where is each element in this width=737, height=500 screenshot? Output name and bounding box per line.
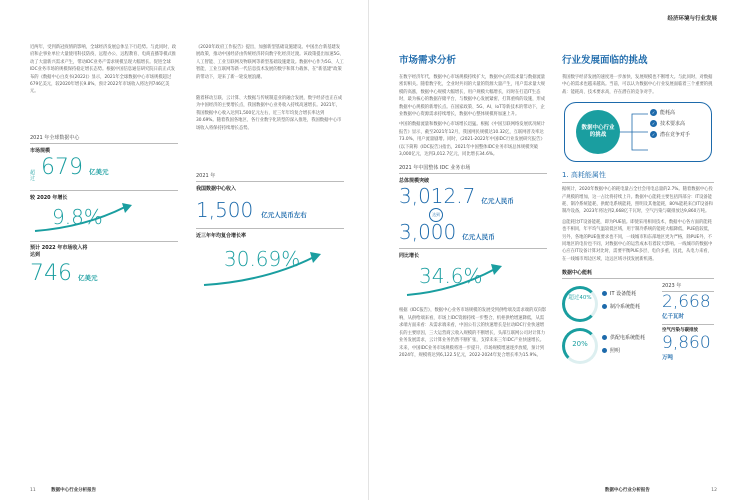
scale-unit: 亿美元 [89, 168, 109, 176]
pue-paragraph: 总能耗比IT设备能耗，即为PUE值。即使采用相同技术，数据中心各方面的能耗也不相同，年平均气温较低区域，用于制冷系统的能耗大幅降低，PUE值较低，另外，各地的PUE值要求也不同，一线城市和东部地区更为严格，除PUE外，不同地区的电价也不同，对数据中心的运营成本有着较大影响。一线城市的数据中心应在IT设备计算对比时，需要平衡PUE多层、电价多重，因此，从电力来看，在一线城市周边区域、边远区域寻找发展新机遇。 [562, 219, 713, 262]
energy-paragraph: 据统计，2020年数据中心的耗电量占全社会用电总量的2.7%。随着数据中心投产规模的增加，这一占比将持续上升。数据中心能耗主要包括四部分：IT设备能耗、制冷系统能耗、供配电系统能耗，照明及其他能耗，80%能耗来自IT设备和制冷设备，2023年将达到2,668亿千瓦时，空气污染与碳排放达9,860万吨。 [562, 187, 713, 215]
stat1-value: 2,668 [662, 292, 711, 313]
bullet-icon [602, 291, 607, 296]
growth-value: 9.8% [52, 205, 103, 229]
market-demand-column [399, 52, 547, 359]
market-paragraph-3: 根据《IDC报告》，数据中心业务市场规模的发展受到供给端及需求端的双向影响，从供给端来看，市场上IDC资源持续一步整合，机柜供给增速降低，从需求端方面来看：从需求端来看，中国公有云的快速增长是拉动IDC行业快速增长的主要原因，三大运营商云收入规模的不断增长，头部互联网公司对计算力业务发展需求，云计算业务仍然不断扩张，支撑未来三年IDC产业快速增长。未来，中国IDC业务市场规模将进一步提升，市场规模增速逐步放缓，预计到2024年，规模将达到6,122.5亿元，2022-2024年复合增长率为15.9%。 [399, 308, 547, 358]
bullet-icon [602, 335, 607, 340]
donut1-item: 制冷系统能耗 [602, 303, 640, 310]
cagr-value: 30.69% [224, 247, 301, 271]
stat-year: 2023 年 [662, 283, 682, 290]
donut2-legend [602, 334, 645, 358]
challenge-item: ✓ 能耗高 [651, 110, 676, 117]
challenge-title: 行业发展面临的挑战 [562, 55, 648, 66]
challenge-center: 数据中心行业的挑战 [576, 110, 620, 154]
donut2-value: 20% [572, 340, 588, 349]
idc-total-value: 3,012.7 [399, 184, 476, 209]
bullet-icon [602, 304, 607, 309]
donut2-item: 照明 [602, 347, 645, 354]
scale-prefix: 超过 [30, 170, 36, 182]
left-col2-paragraph: 《2020年政府工作报告》提出，加强新型基础设施建设。中国出台新基建发展政策，推动中国经济由传统经济转向数字化经济过渡。该政策提出加速5G、人工智能、工业互联网及物联网等新型基础设施建设。数据中心作为5G、人工智能、工业互联网等新一代信息技术发展的数字和算力载体，在"新基建"政策的带动下，迎来了新一轮发展浪潮。 [196, 45, 344, 80]
energy-section-label: 数据中心能耗 [562, 270, 593, 277]
yoy-value: 34.6% [419, 264, 483, 289]
left-col2-paragraph-2: 随着移动互联、云计算、大数据与传统制造业的融合发展，数字经济也正在成为中国经济的主要增长点，我国数据中心业务收入持续高速增长。2021年，我国数据中心收入达到1,500亿元左右，近三年年均复合增长率达到30.69%。随着我国各地区、各行业数字化转型的深入推进，我国数据中心市场收入将保持持续增长态势。 [196, 96, 343, 131]
check-icon: ✓ [651, 110, 656, 116]
donut2-item: 供配电系统能耗 [602, 334, 645, 341]
left-footer-page: 11 [30, 488, 36, 493]
left-col1-paragraph: 近两年，受到新冠疫情的影响，全球经济发展总体呈下行趋势。与此同时，政府和企事业单位大量使用科技防疫、远程办公、远程教育、电商直播等模式推动了大量新兴需求产生，带动IDC业务产需求规模呈现大幅增长。促进全球IDC业务市场的规模保持稳定增长态势。根据中国信息通信研究院日前正式发布的《数据中心白皮书(2022)》显示，2021年全球数据中心市场规模超过679亿美元，较2020年增长9.8%，预计2022年市场收入将达到746亿美元。 [30, 45, 177, 95]
forecast-label: 预计 2022 年市场收入将达到 [30, 245, 88, 258]
donut1-item: IT 设备能耗 [602, 290, 640, 297]
challenges-column [562, 52, 714, 368]
energy-stats [662, 282, 714, 361]
stat2-value: 9,860 [662, 333, 711, 354]
cagr-label: 近三年年均复合增长率 [196, 233, 247, 239]
idc-stats [399, 164, 547, 301]
market-title: 市场需求分析 [399, 55, 457, 66]
stat2-label: 空气污染与碳排放 [662, 328, 698, 334]
idc-3000-value: 3,000 [399, 220, 457, 245]
right-footer-title: 数据中心行业分析报告 [604, 488, 650, 493]
stat2-unit: 万吨 [662, 355, 674, 362]
cagr-graphic [196, 245, 344, 293]
idc-year: 2021 年中国整体 IDC 业务市场 [399, 165, 471, 172]
growth-label: 较 2020 年增长 [30, 195, 68, 201]
challenge-list [650, 109, 690, 142]
idc-mid-badge: 达到 [429, 208, 443, 222]
scale-value: 679 [41, 155, 83, 180]
challenge-item: ✓ 技术要求高 [651, 121, 686, 128]
scale-label: 市场规模 [30, 148, 51, 154]
idc-3000-unit: 亿元人民币 [462, 233, 495, 242]
market-label: 2021 年全球数据中心 [30, 135, 80, 141]
stat1-unit: 亿千瓦时 [662, 314, 685, 321]
yoy-graphic [399, 261, 547, 301]
right-page [369, 0, 737, 500]
donut-1 [562, 286, 598, 322]
check-icon: ✓ [651, 132, 656, 138]
global-market-stats [30, 134, 178, 285]
sub-title: 1. 高耗能属性 [562, 171, 606, 180]
idc-total-label: 总体规模突破 [399, 178, 430, 185]
cn-revenue-stats [196, 172, 344, 293]
cn-revenue-unit: 亿元人民币左右 [261, 211, 307, 219]
cn-revenue-value: 1,500 [196, 198, 254, 222]
right-header: 经济环境与行业发展 [667, 16, 717, 22]
energy-figure [562, 282, 714, 368]
forecast-value: 746 [30, 261, 72, 286]
right-footer [605, 487, 717, 493]
challenge-connectors-icon [620, 102, 650, 162]
cn-revenue-label: 我国数据中心收入 [196, 186, 237, 192]
right-footer-page: 12 [711, 488, 717, 493]
yoy-label: 同比增长 [399, 253, 420, 260]
donut1-value: 超过40% [568, 295, 592, 302]
growth-graphic [30, 201, 178, 235]
market-paragraph: 在数字经济年代，数据中心市场规模持续扩大，数据中心的需求量与数据流量密切相关。随着数字化，全业时共同的大量的资源大量产生，用户需求量大规模的高涨，数据中心规模大幅增长，用户规模大幅增长，同时在打造IT生态时，最为核心的数据存储平台，与数据中心发展紧密，打算重构的设施，形成数据中心规模的新增长点。在国家政策、5G、AI、IoT等新技术的带动下，企业数据中心资源需求持续增长，数据中心整体规模将加速上升。 [399, 75, 546, 118]
donut1-legend [602, 290, 640, 314]
challenge-paragraph: 我国数字经济发展的速度进一步加快，发展规模也不断增大。与此同时，对数据中心的需求也越来越高。当前，可以认为数据中心行业发展面临着三个重要的挑战：能耗高、技术要求高，存在潜在的竞争对手。 [562, 75, 713, 95]
challenge-diagram [562, 102, 714, 164]
cn-year: 2021 年 [196, 173, 216, 179]
challenge-item: ✓ 潜在竞争对手 [651, 132, 691, 139]
left-footer [30, 487, 96, 493]
forecast-unit: 亿美元 [78, 274, 98, 282]
check-icon: ✓ [651, 121, 656, 127]
idc-total-unit: 亿元人民币 [481, 197, 514, 206]
bullet-icon [602, 348, 607, 353]
left-footer-title: 数据中心行业分析报告 [51, 488, 97, 493]
left-page [0, 0, 368, 500]
market-paragraph-2: 中国的数据流量和数据中心市场增长迅猛。根据《中国互联网络发展状况统计报告》显示，截至2021年12月，我国网民规模达10.32亿，互联网普及率达73.0%，用户流量剧增。同时，《2021-2022年中国IDC行业发展研究报告》(以下简称《IDC报告》)指出，2021年中国整体IDC业务市场总体规模突破3,000亿元，达到3,012.7亿元，同比增长34.6%。 [399, 122, 546, 158]
